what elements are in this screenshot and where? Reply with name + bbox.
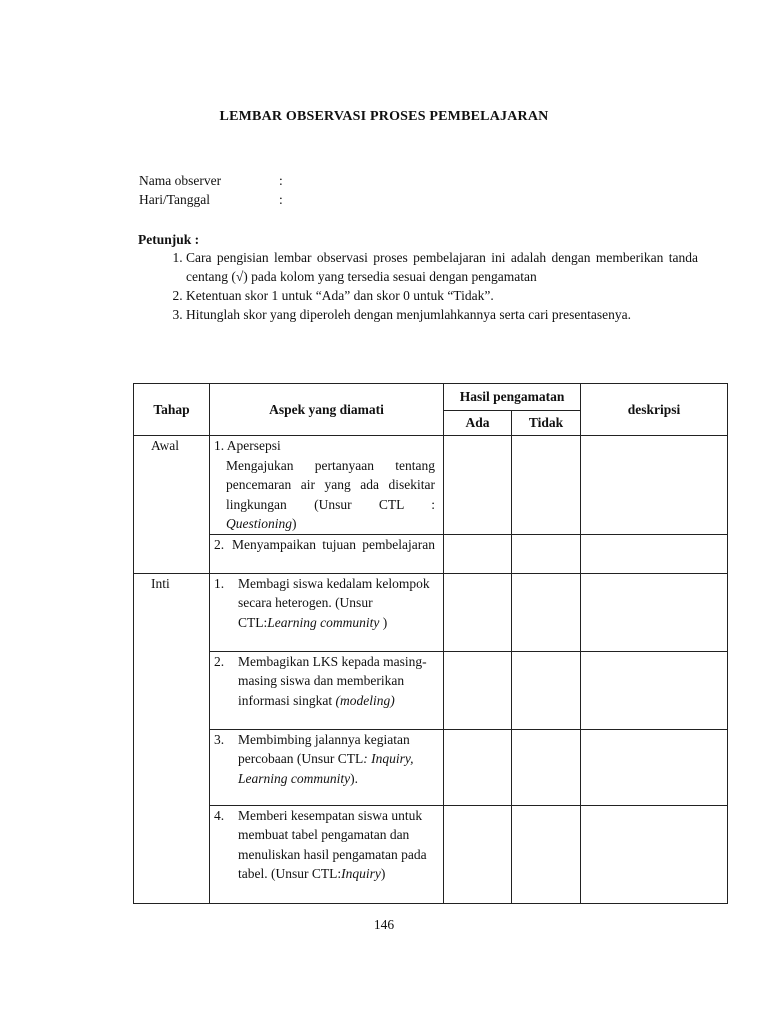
aspect-ctl: Learning community [267,614,380,630]
ada-cell[interactable] [444,729,512,805]
field-label: Nama observer [139,173,222,188]
field-hari-tanggal [139,191,283,209]
stage-awal: Awal [134,436,210,574]
ada-cell[interactable] [444,805,512,903]
petunjuk-heading: Petunjuk : [138,232,200,247]
table-row [134,534,728,573]
table-row [134,573,728,651]
stage-inti: Inti [134,573,210,903]
deskripsi-cell[interactable] [581,729,728,805]
aspect-text: Memberi kesempatan siswa untuk membuat tabel pengamatan dan menuliskan hasil pengamatan pada tabel. (Unsur CTL: [238,807,427,881]
deskripsi-cell[interactable] [581,805,728,903]
aspect-text: Membagikan LKS kepada masing-masing siswa dan memberikan informasi singkat [238,653,427,708]
aspect-cell [210,729,444,805]
aspect-text-end: ) [292,516,297,531]
header-deskripsi: deskripsi [581,384,728,436]
tidak-cell[interactable] [512,805,581,903]
aspect-cell [210,651,444,729]
aspect-ctl: Inquiry [341,866,381,881]
petunjuk-item: 2. Ketentuan skor 1 untuk “Ada” dan skor 0 untuk “Tidak”. [186,286,698,305]
header-tidak: Tidak [512,411,581,436]
petunjuk-item: 3. Hitunglah skor yang diperoleh dengan menjumlahkannya serta cari presentasenya. [186,305,698,324]
aspect-number: 3. [214,731,225,747]
table-row [134,805,728,903]
deskripsi-cell[interactable] [581,651,728,729]
deskripsi-cell[interactable] [581,436,728,535]
tidak-cell[interactable] [512,534,581,573]
aspect-cell [210,805,444,903]
petunjuk-item: 1. Cara pengisian lembar observasi proses pembelajaran ini adalah dengan memberikan tanda centang (√) pada kolom yang tersedia sesuai dengan pengamatan [186,248,698,286]
aspect-text: Mengajukan pertanyaan tentang pencemaran air yang ada disekitar lingkungan (Unsur CTL : [226,457,435,512]
tidak-cell[interactable] [512,729,581,805]
aspect-ctl: Questioning [226,516,292,531]
ada-cell[interactable] [444,436,512,535]
header-ada: Ada [444,411,512,436]
field-nama-observer [139,172,283,190]
field-separator: : [279,173,283,188]
aspect-ctl: (modeling) [335,692,395,708]
header-tahap: Tahap [134,384,210,436]
page-number: 146 [373,917,395,932]
petunjuk-list [162,248,698,324]
aspect-text: Membimbing jalannya kegiatan percobaan (Unsur CTL [238,731,410,766]
aspect-text-end: ). [350,770,358,786]
aspect-number: 1. [214,575,225,591]
aspect-cell [210,534,444,573]
header-hasil-pengamatan: Hasil pengamatan [444,384,581,411]
aspect-cell [210,573,444,651]
ada-cell[interactable] [444,573,512,651]
table-row [134,651,728,729]
tidak-cell[interactable] [512,573,581,651]
ada-cell[interactable] [444,534,512,573]
tidak-cell[interactable] [512,651,581,729]
ada-cell[interactable] [444,651,512,729]
deskripsi-cell[interactable] [581,573,728,651]
field-separator: : [279,192,283,207]
aspect-number: 2. [214,536,225,552]
observation-table [133,383,728,904]
aspect-number: 1. [214,438,225,453]
page-title: LEMBAR OBSERVASI PROSES PEMBELAJARAN [219,109,549,124]
aspect-number: 2. [214,653,225,669]
aspect-title: Apersepsi [226,438,281,453]
table-row [134,729,728,805]
aspect-cell [210,436,444,535]
header-aspek: Aspek yang diamati [210,384,444,436]
field-label: Hari/Tanggal [139,192,211,207]
tidak-cell[interactable] [512,436,581,535]
table-row [134,436,728,535]
aspect-text: Menyampaikan tujuan pembelajaran [232,536,435,552]
aspect-number: 4. [214,807,225,823]
aspect-ctl: : Inquiry, Learning community [238,751,414,786]
aspect-text-end: ) [380,866,386,881]
deskripsi-cell[interactable] [581,534,728,573]
aspect-text: Membagi siswa kedalam kelompok secara heterogen. (Unsur CTL: [238,575,430,630]
aspect-text-end: ) [379,614,388,630]
